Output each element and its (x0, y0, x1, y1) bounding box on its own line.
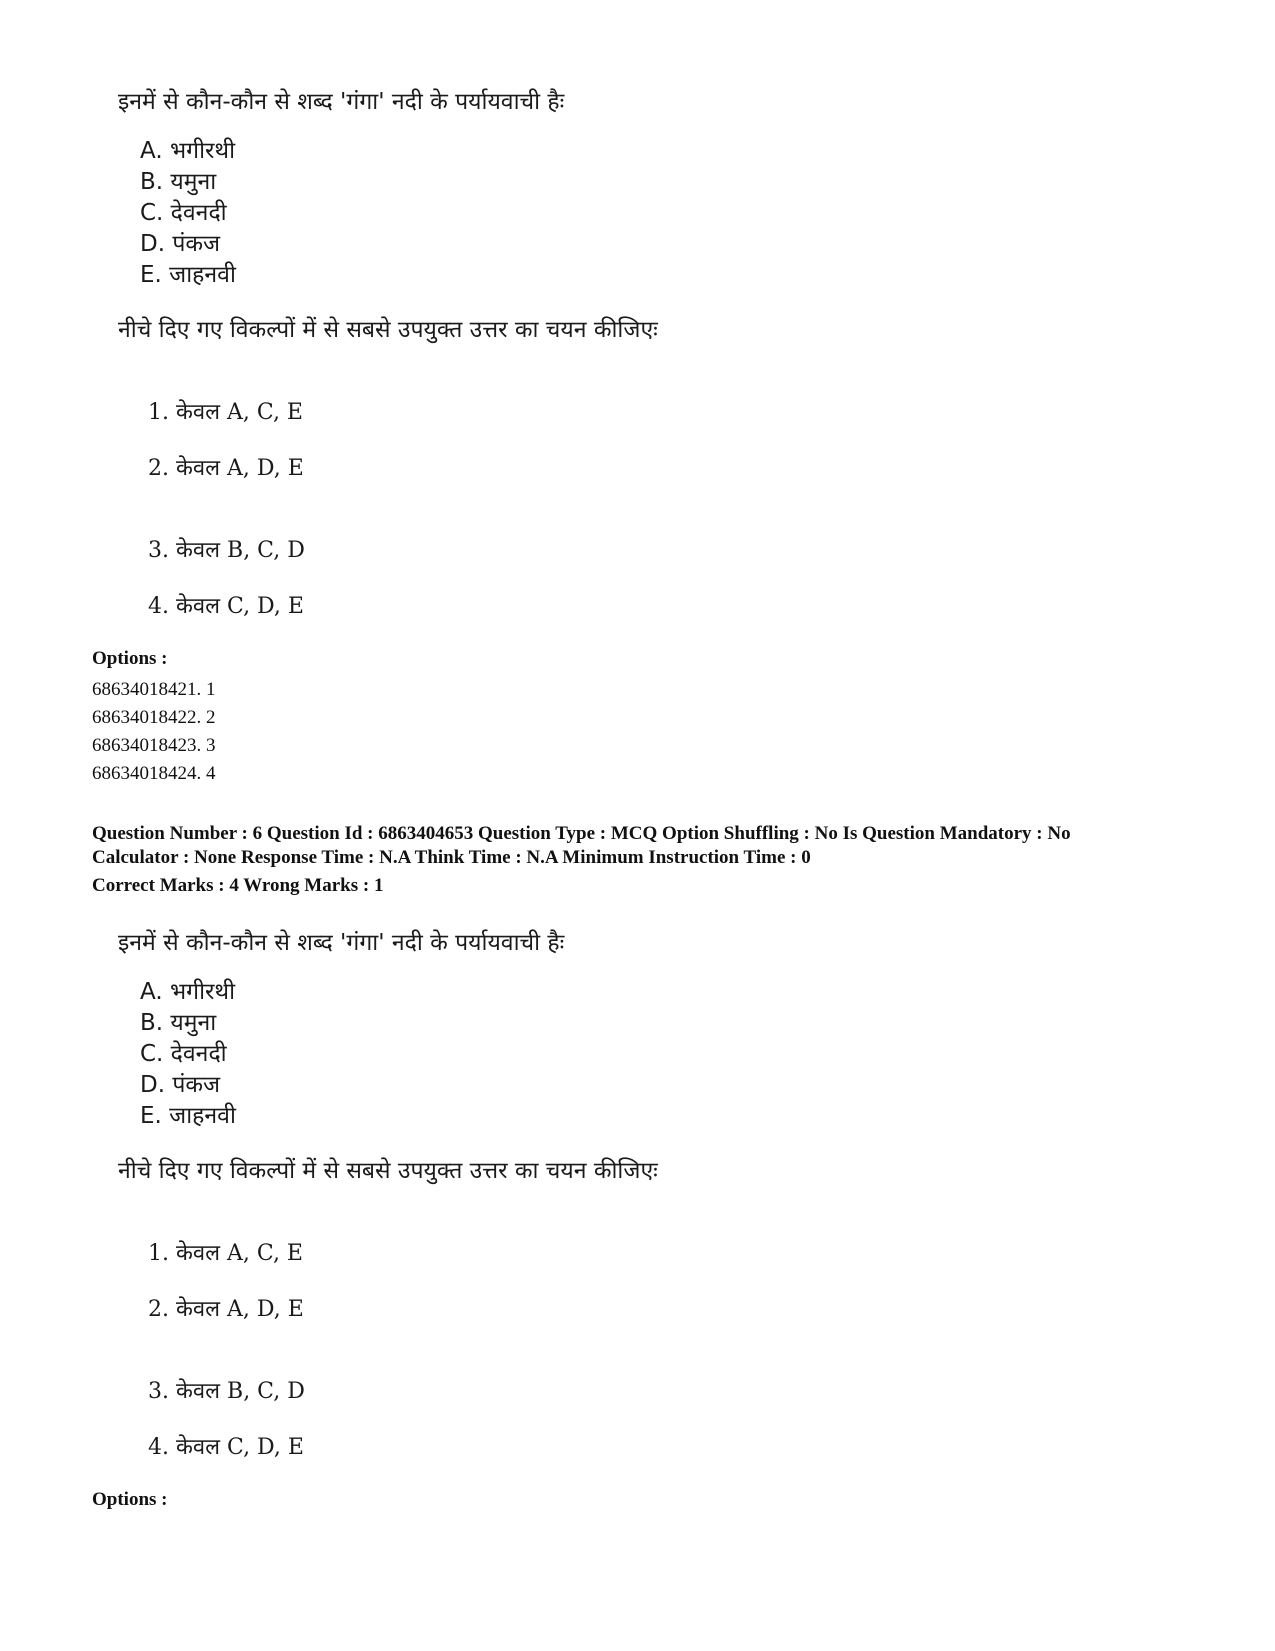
question-text: इनमें से कौन-कौन से शब्द 'गंगा' नदी के पर्यायवाची हैः (118, 930, 565, 956)
options-label: Options : (92, 1489, 168, 1510)
metadata-line: Correct Marks : 4 Wrong Marks : 1 (92, 875, 384, 896)
statement-item: A. भगीरथी (140, 138, 236, 164)
option-code: 68634018424. 4 (92, 763, 216, 784)
metadata-line: Calculator : None Response Time : N.A Think Time : N.A Minimum Instruction Time : 0 (92, 847, 811, 868)
statement-list (140, 977, 236, 1132)
statement-item: A. भगीरथी (140, 979, 236, 1005)
statement-item: B. यमुना (140, 1010, 217, 1036)
statement-item: B. यमुना (140, 169, 217, 195)
answer-choice-2: 2. केवल A, D, E (148, 1297, 304, 1322)
answer-choice-3: 3. केवल B, C, D (148, 1379, 305, 1404)
instruction-text: नीचे दिए गए विकल्पों में से सबसे उपयुक्त उत्तर का चयन कीजिएः (118, 317, 658, 343)
metadata-line: Question Number : 6 Question Id : 6863404653 Question Type : MCQ Option Shuffling : No Is Question Mandatory : No (92, 823, 1071, 844)
options-label: Options : (92, 648, 168, 669)
statement-item: C. देवनदी (140, 200, 227, 226)
question-text: इनमें से कौन-कौन से शब्द 'गंगा' नदी के पर्यायवाची हैः (118, 89, 565, 115)
statement-item: D. पंकज (140, 1072, 221, 1098)
statement-item: C. देवनदी (140, 1041, 227, 1067)
option-code: 68634018421. 1 (92, 679, 216, 700)
option-code: 68634018423. 3 (92, 735, 216, 756)
answer-choice-4: 4. केवल C, D, E (148, 594, 304, 619)
statement-item: D. पंकज (140, 231, 221, 257)
option-code-list (92, 676, 216, 788)
answer-choice-3: 3. केवल B, C, D (148, 538, 305, 563)
answer-choice-1: 1. केवल A, C, E (148, 1241, 303, 1266)
statement-item: E. जाहनवी (140, 262, 236, 288)
option-code: 68634018422. 2 (92, 707, 216, 728)
statement-list (140, 136, 236, 291)
question-metadata (92, 822, 1071, 898)
answer-choice-2: 2. केवल A, D, E (148, 456, 304, 481)
answer-choice-1: 1. केवल A, C, E (148, 400, 303, 425)
statement-item: E. जाहनवी (140, 1103, 236, 1129)
instruction-text: नीचे दिए गए विकल्पों में से सबसे उपयुक्त उत्तर का चयन कीजिएः (118, 1158, 658, 1184)
answer-choice-4: 4. केवल C, D, E (148, 1435, 304, 1460)
